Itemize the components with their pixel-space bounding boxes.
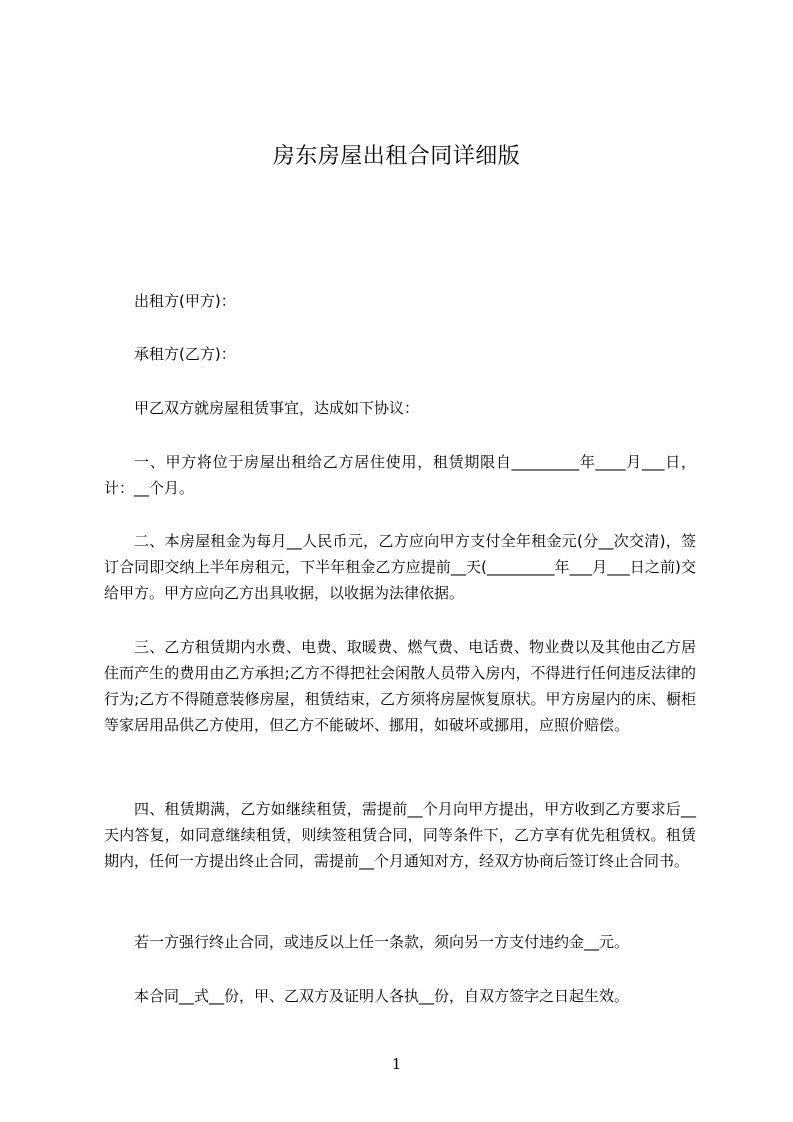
copies-clause: 本合同__式__份，甲、乙双方及证明人各执__份，自双方签字之日起生效。 (134, 987, 630, 1005)
breach-clause: 若一方强行终止合同，或违反以上任一条款，须向另一方支付违约金__元。 (134, 933, 630, 951)
clause-2: 二、本房屋租金为每月__人民币元，乙方应向甲方支付全年租金元(分__次交清)，签订合同即交纳上半年房租元，下半年租金乙方应提前__天(_________年___月___日之前)交给甲方。甲方应向乙方出具收据，以收据为法律依据。 (104, 532, 696, 602)
clause-3: 三、乙方租赁期内水费、电费、取暖费、燃气费、电话费、物业费以及其他由乙方居住而产生的费用由乙方承担;乙方不得把社会闲散人员带入房内，不得进行任何违反法律的行为;乙方不得随意装修房屋，租赁结束，乙方须将房屋恢复原状。甲方房屋内的床、橱柜等家居用品供乙方使用，但乙方不能破坏、挪用，如破坏或挪用，应照价赔偿。 (104, 638, 696, 734)
page-number: 1 (391, 1055, 402, 1073)
clause-1: 一、甲方将位于房屋出租给乙方居住使用，租赁期限自_________年____月___日，计：__个月。 (104, 453, 696, 497)
lessee-line: 承租方(乙方)： (134, 345, 236, 363)
agreement-intro: 甲乙双方就房屋租赁事宜，达成如下协议： (134, 399, 420, 417)
clause-4: 四、租赁期满，乙方如继续租赁，需提前__个月向甲方提出，甲方收到乙方要求后__天内答复，如同意继续租赁，则续签租赁合同，同等条件下，乙方享有优先租赁权。租赁期内，任何一方提出终止合同，需提前__个月通知对方，经双方协商后签订终止合同书。 (104, 800, 696, 870)
lessor-line: 出租方(甲方)： (134, 292, 236, 310)
document-title: 房东房屋出租合同详细版 (272, 144, 521, 169)
